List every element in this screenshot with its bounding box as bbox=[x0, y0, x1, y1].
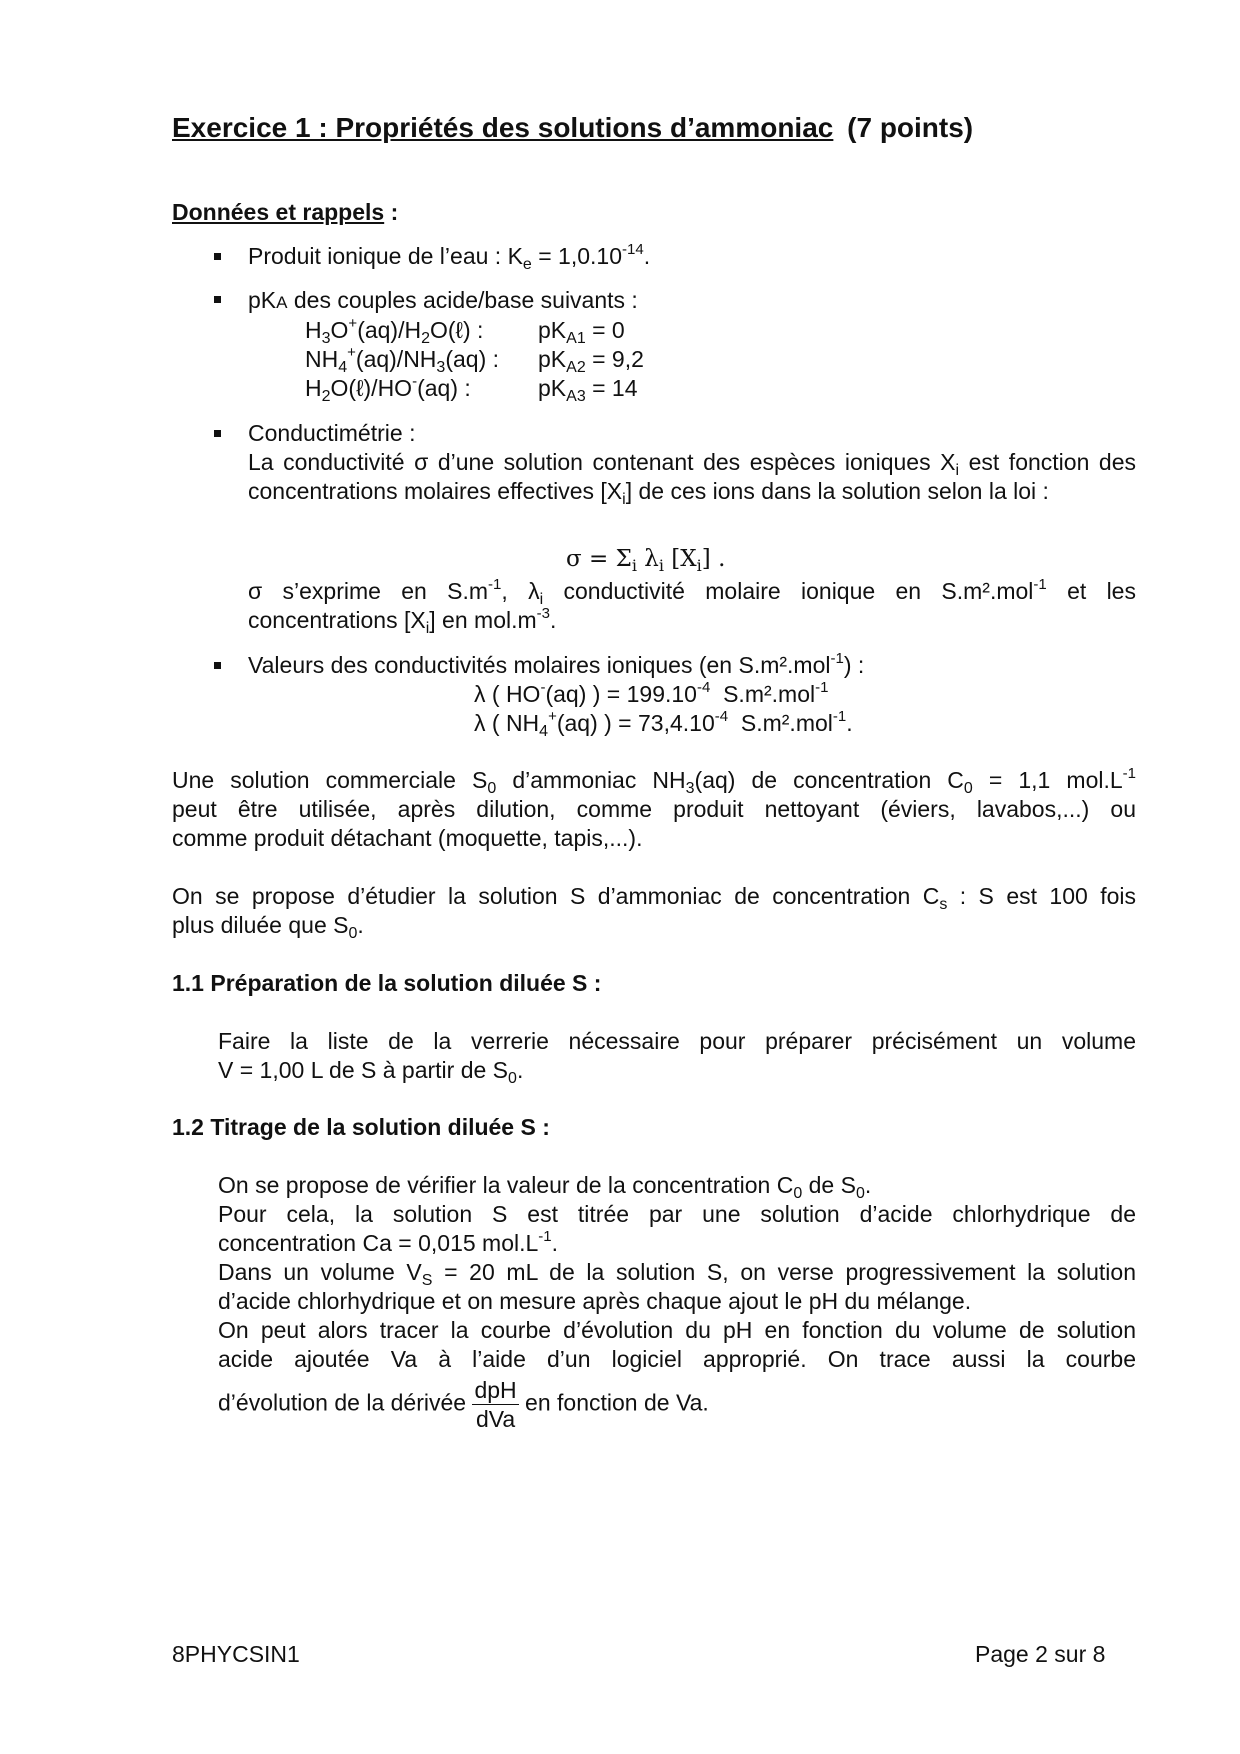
units-d: et les bbox=[1046, 578, 1136, 604]
pka-intro-rest: des couples acide/base suivants : bbox=[287, 287, 638, 313]
exercise-title bbox=[172, 111, 973, 145]
ke-exp: -14 bbox=[622, 241, 644, 258]
formula-sub-3: i bbox=[696, 556, 702, 575]
cond-sub-1: i bbox=[955, 462, 960, 479]
units-sub: i bbox=[539, 591, 544, 608]
pka-a: A bbox=[276, 293, 288, 312]
cond-sub-2: i bbox=[622, 491, 626, 508]
units-b: , λ bbox=[501, 578, 540, 604]
s12p1-c: . bbox=[864, 1172, 872, 1198]
p1-c: (aq) de concentration C bbox=[694, 767, 964, 793]
pka-sub: A1 bbox=[566, 330, 586, 347]
pka-value: = 0 bbox=[585, 317, 625, 343]
p1-sub2: 3 bbox=[685, 780, 695, 797]
s12p1-sub: 0 bbox=[793, 1185, 803, 1202]
fraction-numerator: dpH bbox=[474, 1377, 517, 1403]
section-1-2-p4-line-1: On peut alors tracer la courbe d’évolution du pH en fonction du volume de solution bbox=[218, 1317, 1136, 1343]
units2-sub: i bbox=[425, 620, 430, 637]
ke-end: . bbox=[643, 243, 651, 269]
formula-sub-2: i bbox=[658, 556, 664, 575]
p2-sub: s bbox=[939, 896, 948, 913]
section-1-2-p2-line-1: Pour cela, la solution S est titrée par une solution d’acide chlorhydrique de bbox=[218, 1201, 1136, 1227]
units2-c: . bbox=[550, 607, 557, 633]
p1-sub3: 0 bbox=[963, 780, 973, 797]
pka-pk: pK bbox=[538, 317, 567, 343]
pka-sub: A2 bbox=[566, 359, 586, 376]
molar-intro-a: Valeurs des conductivités molaires ioniques (en S.m².mol bbox=[248, 652, 831, 678]
pka-value-row bbox=[538, 345, 644, 374]
pka-sub: A3 bbox=[566, 388, 586, 405]
pka-value: = 9,2 bbox=[585, 346, 644, 372]
pka-value-row bbox=[538, 374, 638, 403]
molar-line-2-render: λ ( $NH_4^+(aq)$ ) = $73,4.10^{-4}$ S.m².mol$^{-1}$. bbox=[474, 708, 853, 740]
molar-line-1-render: λ ( HO-(aq) ) = $199.10^{-4}$ S.m².mol$^{-1}$ bbox=[474, 679, 829, 707]
units-exp2: -1 bbox=[1033, 576, 1047, 593]
s12p2-a: concentration Ca = 0,015 mol.L bbox=[218, 1230, 539, 1256]
p1-sub: 0 bbox=[487, 780, 497, 797]
pka-couple-row bbox=[305, 345, 499, 374]
molar-line-1 bbox=[474, 680, 828, 709]
molar-line-2 bbox=[474, 709, 853, 738]
cond-text-1: La conductivité σ d’une solution contenant des espèces ioniques X bbox=[248, 449, 956, 475]
footer-code: 8PHYCSIN1 bbox=[172, 1641, 300, 1667]
section-1-2-p2-line-2 bbox=[218, 1229, 558, 1258]
exercise-points: (7 points) bbox=[847, 112, 974, 143]
conductimetry-title: Conductimétrie : bbox=[248, 420, 416, 446]
paragraph-1-line-2: peut être utilisée, après dilution, comme produit nettoyant (éviers, lavabos,...) ou bbox=[172, 796, 1136, 822]
fraction-denominator: dVa bbox=[475, 1406, 516, 1432]
units-exp: -1 bbox=[488, 576, 502, 593]
bullet-icon bbox=[214, 253, 221, 260]
pka-couple-row bbox=[305, 374, 471, 403]
ke-sub: e bbox=[522, 256, 532, 273]
data-section-title bbox=[172, 198, 398, 227]
molar-intro bbox=[248, 651, 864, 680]
formula-lambda: λ bbox=[636, 546, 659, 572]
pka-value: = 14 bbox=[585, 375, 638, 401]
formula-sub-1: i bbox=[631, 556, 637, 575]
p2l2-sub: 0 bbox=[348, 925, 358, 942]
units2-b: ] en mol.m bbox=[429, 607, 537, 633]
formula-sigma: σ = Σ bbox=[566, 546, 632, 572]
s12p1-sub2: 0 bbox=[855, 1185, 865, 1202]
section-1-2-p3-line-2: d’acide chlorhydrique et on mesure après chaque ajout le pH du mélange. bbox=[218, 1288, 972, 1314]
s12p4-a: d’évolution de la dérivée bbox=[218, 1389, 467, 1416]
s12p2-b: . bbox=[551, 1230, 559, 1256]
s12p1-b: de S bbox=[802, 1172, 856, 1198]
molar-intro-exp: -1 bbox=[830, 650, 844, 667]
p1-exp: -1 bbox=[1122, 765, 1136, 782]
s11-sub: 0 bbox=[508, 1070, 517, 1087]
units-c: conductivité molaire ionique en S.m².mol bbox=[543, 578, 1034, 604]
section-1-1-line-1: Faire la liste de la verrerie nécessaire pour préparer précisément un volume bbox=[218, 1028, 1136, 1054]
s12p2-exp: -1 bbox=[538, 1228, 552, 1245]
section-1-2-p3-line-1 bbox=[218, 1258, 1136, 1287]
section-1-2-title: 1.2 Titrage de la solution diluée S : bbox=[172, 1114, 550, 1140]
units2-exp: -3 bbox=[536, 605, 550, 622]
ke-line bbox=[248, 242, 650, 271]
pka-couple: $NH_4^+(aq)/NH_3(aq)$ : bbox=[305, 344, 500, 376]
p2l2-a: plus diluée que S bbox=[172, 912, 349, 938]
molar-intro-b: ) : bbox=[843, 652, 865, 678]
p1-d: = 1,1 mol.L bbox=[972, 767, 1123, 793]
p1-a: Une solution commerciale S bbox=[172, 767, 488, 793]
bullet-icon bbox=[214, 430, 221, 437]
s12p3-sub: S bbox=[421, 1272, 433, 1289]
p1-b: d’ammoniac NH bbox=[496, 767, 686, 793]
units-line-2 bbox=[248, 606, 556, 635]
p2-b: : S est 100 fois bbox=[947, 883, 1137, 909]
units-line-1 bbox=[248, 577, 1136, 606]
pka-p: pK bbox=[248, 287, 277, 313]
section-1-2-p4-line-3 bbox=[218, 1376, 709, 1433]
s11-a: V = 1,00 L de S à partir de S bbox=[218, 1057, 509, 1083]
bullet-icon bbox=[214, 662, 221, 669]
footer-page-number: Page 2 sur 8 bbox=[975, 1641, 1106, 1667]
pka-couple: $H_3O^+(aq)/H_2O(\ell)$ : bbox=[305, 315, 484, 347]
section-1-2-p1 bbox=[218, 1171, 871, 1200]
pka-pk: pK bbox=[538, 346, 567, 372]
pka-intro bbox=[248, 286, 638, 317]
p2-a: On se propose d’étudier la solution S d’ammoniac de concentration C bbox=[172, 883, 940, 909]
paragraph-2-line-2 bbox=[172, 911, 364, 940]
s12p3-a: Dans un volume V bbox=[218, 1259, 422, 1285]
s12p1-a: On se propose de vérifier la valeur de la concentration C bbox=[218, 1172, 794, 1198]
pka-pk: pK bbox=[538, 375, 567, 401]
cond-text-2: est fonction des concentrations molaires effectives [X bbox=[248, 449, 1136, 504]
units-a: σ s’exprime en S.m bbox=[248, 578, 489, 604]
derivative-fraction bbox=[472, 1376, 518, 1433]
paragraph-1-line-1 bbox=[172, 766, 1136, 795]
formula-x: [X bbox=[664, 546, 697, 572]
pka-value-row bbox=[538, 316, 625, 345]
formula-close: ] . bbox=[701, 546, 726, 572]
s11-b: . bbox=[516, 1057, 524, 1083]
units2-a: concentrations [X bbox=[248, 607, 426, 633]
data-section-title-text: Données et rappels bbox=[172, 199, 385, 225]
pka-couple: $H_2O(\ell)/HO^-(aq)$ : bbox=[305, 373, 471, 405]
paragraph-2-line-1 bbox=[172, 882, 1136, 911]
ke-value: = 1,0.10 bbox=[531, 243, 622, 269]
p2l2-b: . bbox=[357, 912, 364, 938]
data-section-colon: : bbox=[384, 199, 399, 225]
s12p3-b: = 20 mL de la solution S, on verse progressivement la solution bbox=[432, 1259, 1136, 1285]
exercise-title-text: Exercice 1 : Propriétés des solutions d’ammoniac bbox=[172, 112, 834, 143]
section-1-2-p4-line-2: acide ajoutée Va à l’aide d’un logiciel approprié. On trace aussi la courbe bbox=[218, 1346, 1136, 1372]
section-1-1-line-2 bbox=[218, 1056, 523, 1085]
section-1-1-title: 1.1 Préparation de la solution diluée S : bbox=[172, 970, 602, 996]
ke-text: Produit ionique de l’eau : K bbox=[248, 243, 523, 269]
s12p4-b: en fonction de Va. bbox=[525, 1389, 709, 1416]
conductivity-formula bbox=[566, 545, 725, 574]
paragraph-1-line-3: comme produit détachant (moquette, tapis,...). bbox=[172, 825, 643, 851]
cond-text-3: ] de ces ions dans la solution selon la loi : bbox=[625, 478, 1049, 504]
pka-couple-row bbox=[305, 316, 483, 345]
conductimetry-text bbox=[248, 448, 1136, 506]
bullet-icon bbox=[214, 296, 221, 303]
